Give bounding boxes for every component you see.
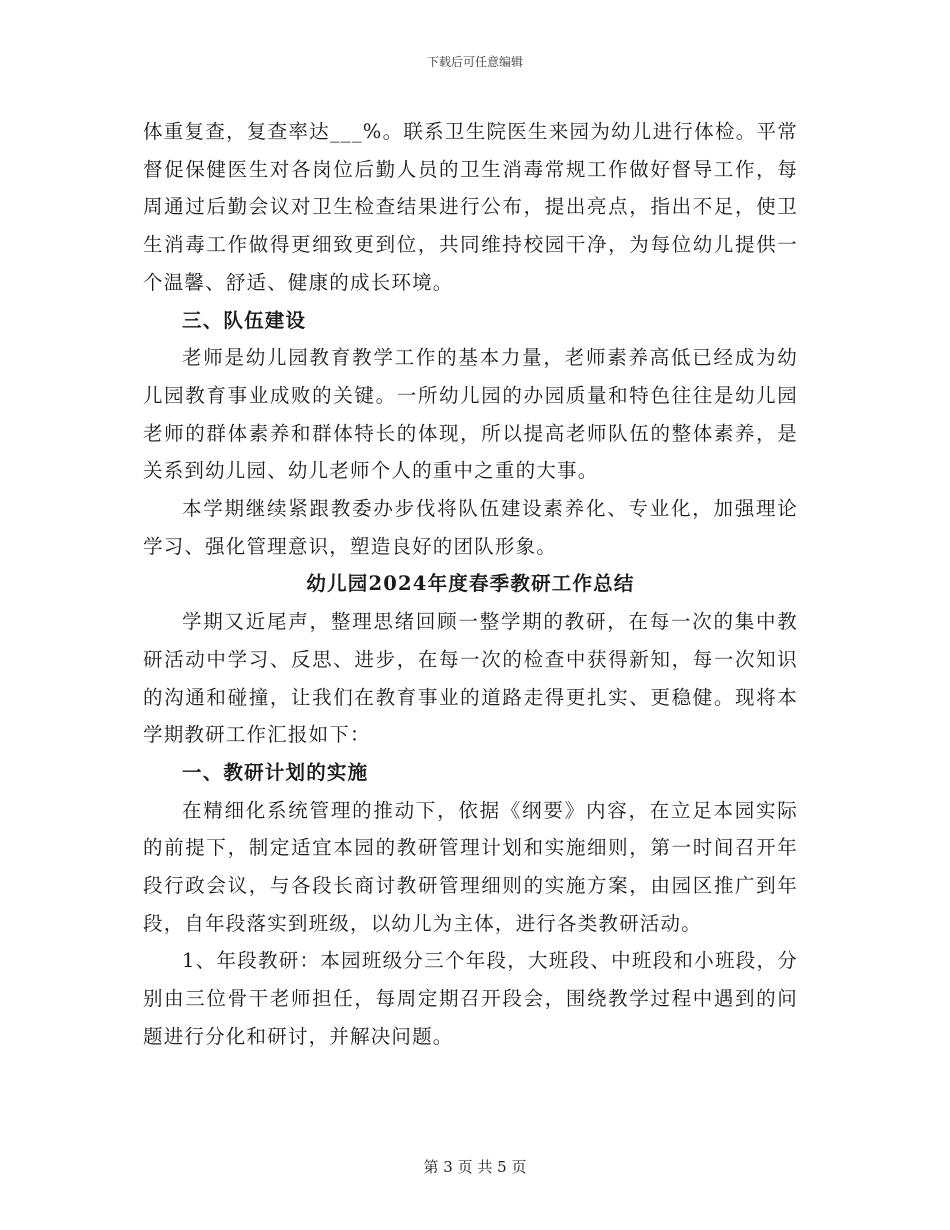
paragraph: 学期又近尾声，整理思绪回顾一整学期的教研，在每一次的集中教研活动中学习、反思、进步，在每一次的检查中获得新知，每一次知识的沟通和碰撞，让我们在教育事业的道路走得更扎实、更稳健。现将本学期教研工作汇报如下： <box>143 610 798 747</box>
section-heading: 三、队伍建设 <box>182 308 307 332</box>
document-title: 幼儿园2024年度春季教研工作总结 <box>306 572 635 596</box>
page-header: 下载后可任意编辑 <box>426 55 523 69</box>
section-heading: 一、教研计划的实施 <box>182 760 369 784</box>
paragraph: 1、年段教研：本园班级分三个年段，大班段、中班段和小班段，分别由三位骨干老师担任，每周定期召开段会，围绕教学过程中遇到的问题进行分化和研讨，并解决问题。 <box>143 949 798 1048</box>
paragraph: 老师是幼儿园教育教学工作的基本力量，老师素养高低已经成为幼儿园教育事业成败的关键。一所幼儿园的办园质量和特色往往是幼儿园老师的群体素养和群体特长的体现，所以提高老师队伍的整体素养，是关系到幼儿园、幼儿老师个人的重中之重的大事。 <box>143 346 798 483</box>
page-footer: 第 3 页 共 5 页 <box>423 1158 527 1176</box>
paragraph: 体重复查，复查率达___%。联系卫生院医生来园为幼儿进行体检。平常督促保健医生对各岗位后勤人员的卫生消毒常规工作做好督导工作，每周通过后勤会议对卫生检查结果进行公布，提出亮点，指出不足，使卫生消毒工作做得更细致更到位，共同维持校园干净，为每位幼儿提供一个温馨、舒适、健康的成长环境。 <box>143 120 798 294</box>
paragraph: 本学期继续紧跟教委办步伐将队伍建设素养化、专业化，加强理论学习、强化管理意识，塑造良好的团队形象。 <box>143 497 798 558</box>
document-body <box>143 113 798 1056</box>
paragraph: 在精细化系统管理的推动下，依据《纲要》内容，在立足本园实际的前提下，制定适宜本园的教研管理计划和实施细则，第一时间召开年段行政会议，与各段长商讨教研管理细则的实施方案，由园区推广到年段，自年段落实到班级，以幼儿为主体，进行各类教研活动。 <box>143 798 798 935</box>
